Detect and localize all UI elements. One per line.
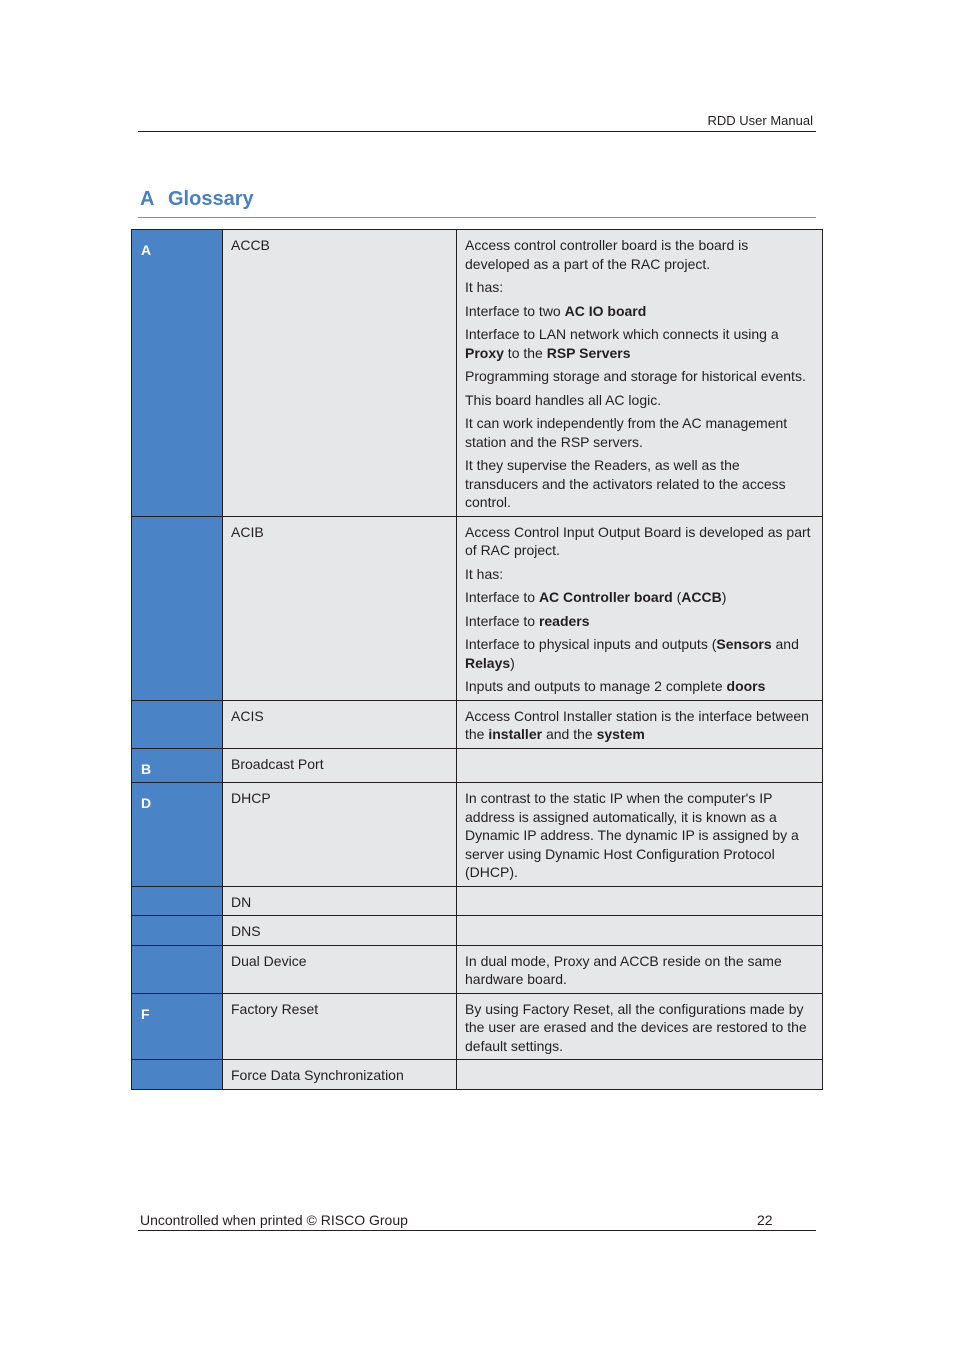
definition-paragraph: [465, 391, 814, 410]
glossary-term: Force Data Synchronization: [223, 1060, 457, 1090]
glossary-letter: [132, 916, 223, 946]
definition-text: Access Control Input Output Board is developed as part of RAC project.: [465, 523, 811, 558]
glossary-letter: [132, 1060, 223, 1090]
definition-text: and: [771, 636, 799, 652]
definition-text: Interface to physical inputs and outputs (: [465, 636, 717, 652]
definition-text: Interface to LAN network which connects it using a: [465, 326, 779, 342]
definition-text: ): [721, 589, 727, 605]
glossary-definition: [457, 945, 823, 993]
definition-text: Interface to: [465, 612, 539, 629]
definition-text: It has:: [465, 279, 504, 295]
definition-text: In contrast to the static IP when the computer's IP address is assigned automatically, it is known as a Dynamic IP address. The dynamic IP is assigned by a server using Dynamic Host Configuration Protocol (DHCP).: [465, 790, 799, 880]
glossary-letter: [132, 700, 223, 748]
bold-term: ACCB: [681, 589, 722, 605]
footer-text: Uncontrolled when printed © RISCO Group: [140, 1212, 408, 1228]
glossary-definition: [457, 886, 823, 916]
section-title-text: Glossary: [168, 188, 254, 210]
definition-paragraph: [465, 367, 814, 386]
bold-term: AC Controller board: [538, 589, 673, 605]
definition-paragraph: [465, 278, 814, 297]
definition-text: It has:: [465, 565, 504, 582]
glossary-letter: [132, 945, 223, 993]
running-header: RDD User Manual: [707, 113, 813, 128]
glossary-term: Dual Device: [223, 945, 457, 993]
bold-term: Relays: [465, 654, 511, 671]
definition-paragraph: [465, 414, 814, 451]
bold-term: Sensors: [716, 636, 772, 652]
definition-text: This board handles all AC logic.: [465, 391, 662, 408]
glossary-definition: [457, 1060, 823, 1090]
glossary-definition: [457, 516, 823, 700]
definition-paragraph: [465, 635, 814, 672]
section-letter: A: [140, 188, 155, 210]
definition-paragraph: [465, 789, 814, 882]
definition-paragraph: [465, 1000, 814, 1056]
glossary-letter: [132, 886, 223, 916]
glossary-definition: [457, 230, 823, 517]
glossary-term: Broadcast Port: [223, 748, 457, 783]
glossary-term: Factory Reset: [223, 993, 457, 1060]
glossary-letter: B: [132, 748, 223, 783]
definition-text: Inputs and outputs to manage 2 complete: [465, 678, 727, 694]
page-number: 22: [757, 1212, 773, 1228]
glossary-row: [132, 783, 823, 887]
glossary-row: [132, 230, 823, 517]
definition-paragraph: [465, 952, 814, 989]
glossary-table: [131, 229, 823, 1090]
glossary-term: DHCP: [223, 783, 457, 887]
definition-paragraph: [465, 612, 814, 631]
bold-term: Proxy: [465, 344, 504, 361]
glossary-definition: [457, 748, 823, 783]
glossary-row: [132, 1060, 823, 1090]
definition-paragraph: [465, 236, 814, 273]
definition-text: By using Factory Reset, all the configurations made by the user are erased and the devices are restored to the default settings.: [465, 1000, 807, 1054]
glossary-definition: [457, 993, 823, 1060]
glossary-term: ACIB: [223, 516, 457, 700]
definition-text: Access control controller board is the board is developed as a part of the RAC project.: [465, 237, 749, 272]
glossary-definition: [457, 783, 823, 887]
bold-term: doors: [726, 678, 766, 694]
definition-paragraph: [465, 325, 814, 362]
bold-term: installer: [488, 726, 543, 742]
bold-term: RSP Servers: [546, 344, 631, 361]
bold-term: system: [596, 726, 645, 742]
bold-term: AC IO board: [564, 302, 647, 319]
glossary-letter: D: [132, 783, 223, 887]
footer-divider: [138, 1230, 816, 1231]
glossary-letter: A: [132, 230, 223, 517]
definition-paragraph: [465, 707, 814, 744]
definition-paragraph: [465, 302, 814, 321]
glossary-body: [132, 230, 823, 1090]
glossary-row: [132, 993, 823, 1060]
glossary-letter: [132, 516, 223, 700]
definition-text: and the: [542, 726, 597, 742]
glossary-term: ACIS: [223, 700, 457, 748]
definition-text: Programming storage and storage for historical events.: [465, 368, 806, 384]
definition-text: ): [510, 654, 515, 671]
definition-text: (: [672, 589, 682, 605]
definition-paragraph: [465, 456, 814, 512]
definition-paragraph: [465, 677, 814, 696]
glossary-row: [132, 916, 823, 946]
glossary-row: [132, 945, 823, 993]
definition-text: to the: [503, 344, 547, 361]
bold-term: readers: [538, 612, 590, 629]
section-title: [140, 188, 254, 211]
glossary-row: [132, 886, 823, 916]
glossary-term: ACCB: [223, 230, 457, 517]
glossary-definition: [457, 700, 823, 748]
glossary-term: DNS: [223, 916, 457, 946]
header-divider: [138, 131, 816, 132]
definition-paragraph: [465, 523, 814, 560]
definition-text: Interface to: [465, 589, 539, 605]
definition-text: Interface to two: [465, 302, 565, 319]
definition-paragraph: [465, 588, 814, 607]
definition-text: In dual mode, Proxy and ACCB reside on the same hardware board.: [465, 952, 782, 987]
definition-paragraph: [465, 565, 814, 584]
definition-text: It they supervise the Readers, as well as the transducers and the activators related to the access control.: [465, 457, 786, 510]
glossary-row: [132, 516, 823, 700]
definition-text: It can work independently from the AC management station and the RSP servers.: [465, 415, 788, 450]
glossary-term: DN: [223, 886, 457, 916]
glossary-definition: [457, 916, 823, 946]
glossary-row: [132, 748, 823, 783]
definition-text: Access Control Installer station is the interface between the: [465, 707, 809, 742]
title-divider: [138, 217, 816, 218]
glossary-row: [132, 700, 823, 748]
glossary-letter: F: [132, 993, 223, 1060]
